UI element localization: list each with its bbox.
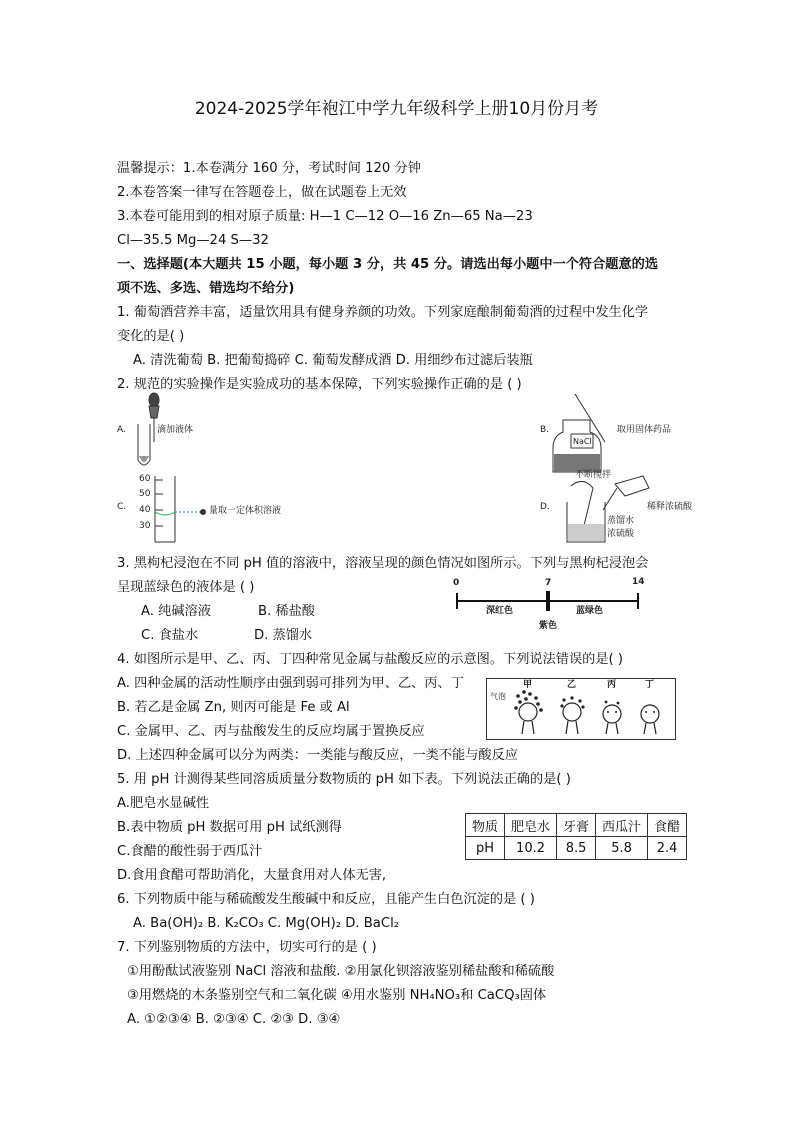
metal-reaction-figure xyxy=(486,678,676,740)
ph-table-cell: 10.2 xyxy=(505,837,557,860)
q2-b-label: 取用固体药品 xyxy=(617,425,672,435)
q4-option-c: C. 金属甲、乙、丙与盐酸发生的反应均属于置换反应 xyxy=(117,724,425,739)
q2-c-label: 量取一定体积溶液 xyxy=(209,506,282,516)
ph-scale-min: 0 xyxy=(453,578,460,588)
ph-scale-mid: 7 xyxy=(545,578,552,588)
q1-stem-cont: 变化的是( ) xyxy=(117,329,185,344)
q3-stem: 3. 黑枸杞浸泡在不同 pH 值的溶液中，溶液呈现的颜色情况如图所示。下列与黑枸杞浸泡会 xyxy=(117,556,649,571)
section-heading: 一、选择题(本大题共 15 小题，每小题 3 分，共 45 分。请选出每小题中一个符合题意的选 xyxy=(117,257,659,272)
q5-stem: 5. 用 pH 计测得某些同溶质质量分数物质的 pH 如下表。下列说法正确的是( ) xyxy=(117,772,571,787)
ph-table-value-row xyxy=(466,837,687,860)
q2-d-label: 稀释浓硫酸 xyxy=(647,502,693,512)
ph-table-cell: 2.4 xyxy=(648,837,687,860)
ph-table-cell: pH xyxy=(466,837,505,860)
q7-items-line2: ③用燃烧的木条鉴别空气和二氧化碳 ④用水鉴别 NH₄NO₃和 CaCQ₃固体 xyxy=(127,988,547,1003)
q3-option-c: C. 食盐水 xyxy=(141,628,199,643)
q2-c-tick-60: 60 xyxy=(139,474,151,484)
q7-items-line1: ①用酚酞试液鉴别 NaCl 溶液和盐酸. ②用氯化钡溶液鉴别稀盐酸和稀硫酸 xyxy=(127,964,555,979)
q5-option-a: A.肥皂水显碱性 xyxy=(117,796,210,811)
dropper-tube-figure xyxy=(138,393,159,465)
q5-option-b: B.表中物质 pH 数据可用 pH 试纸测得 xyxy=(117,820,342,835)
ph-table-cell: 物质 xyxy=(466,814,505,837)
ph-scale-right-color: 蓝绿色 xyxy=(576,606,604,616)
q5-option-d: D.食用食醋可帮助消化，大量食用对人体无害, xyxy=(117,868,387,883)
q2-a-letter: A. xyxy=(117,425,126,435)
q2-a-label: 滴加液体 xyxy=(157,425,194,435)
q3-option-a: A. 纯碱溶液 xyxy=(141,604,211,619)
metal-label-jia: 甲 xyxy=(523,680,533,690)
q2-b-bottle-label: NaCl xyxy=(573,437,592,446)
note-line-4: Cl—35.5 Mg—24 S—32 xyxy=(117,233,269,248)
note-line-2: 2.本卷答案一律写在答题卷上，做在试题卷上无效 xyxy=(117,185,407,200)
q2-d-water-label: 蒸馏水 xyxy=(607,516,635,526)
q3-stem-cont: 呈现蓝绿色的液体是 ( ) xyxy=(117,580,255,595)
q1-options: A. 清洗葡萄 B. 把葡萄捣碎 C. 葡萄发酵成酒 D. 用细纱布过滤后装瓶 xyxy=(133,353,533,368)
ph-table-cell: 8.5 xyxy=(557,837,596,860)
q4-option-d: D. 上述四种金属可以分为两类：一类能与酸反应，一类不能与酸反应 xyxy=(117,748,518,763)
q1-stem: 1. 葡萄酒营养丰富，适量饮用具有健身养颜的功效。下列家庭酿制葡萄酒的过程中发生化学 xyxy=(117,305,649,320)
ph-table-cell: 食醋 xyxy=(648,814,687,837)
q2-c-tick-30: 30 xyxy=(139,521,151,531)
q2-b-letter: B. xyxy=(540,425,550,435)
ph-color-scale xyxy=(448,577,658,635)
q2-c-letter: C. xyxy=(117,502,127,512)
q3-option-d: D. 蒸馏水 xyxy=(254,628,313,643)
ph-table-cell: 牙膏 xyxy=(557,814,596,837)
q2-c-tick-50: 50 xyxy=(139,489,151,499)
ph-scale-left-color: 深红色 xyxy=(486,606,514,616)
ph-table-cell: 西瓜汁 xyxy=(596,814,648,837)
ph-table-header-row xyxy=(466,814,687,837)
metal-label-bing: 丙 xyxy=(607,680,617,690)
q5-option-c: C.食醋的酸性弱于西瓜汁 xyxy=(117,844,263,859)
q4-option-a: A. 四种金属的活动性顺序由强到弱可排列为甲、乙、丙、丁 xyxy=(117,676,464,691)
q2-c-tick-40: 40 xyxy=(139,505,151,515)
reagent-bottle-figure xyxy=(553,394,605,472)
graduated-cylinder-figure xyxy=(155,476,206,542)
ph-table-cell: 5.8 xyxy=(596,837,648,860)
q4-option-b: B. 若乙是金属 Zn, 则丙可能是 Fe 或 Al xyxy=(117,700,350,715)
q6-stem: 6. 下列物质中能与稀硫酸发生酸碱中和反应，且能产生白色沉淀的是 ( ) xyxy=(117,892,535,907)
q2-stem: 2. 规范的实验操作是实验成功的基本保障，下列实验操作正确的是 ( ) xyxy=(117,377,522,392)
q7-stem: 7. 下列鉴别物质的方法中，切实可行的是 ( ) xyxy=(117,940,377,955)
q2-d-acid-label: 浓硫酸 xyxy=(607,529,635,539)
q2-d-letter: D. xyxy=(540,502,550,512)
q6-options: A. Ba(OH)₂ B. K₂CO₃ C. Mg(OH)₂ D. BaCl₂ xyxy=(133,916,400,931)
q2-d-stir-label: 不断搅拌 xyxy=(575,470,612,480)
q3-option-b: B. 稀盐酸 xyxy=(258,604,315,619)
note-line-1: 温馨提示：1.本卷满分 160 分，考试时间 120 分钟 xyxy=(117,161,421,176)
q7-options: A. ①②③④ B. ②③④ C. ②③ D. ③④ xyxy=(127,1012,341,1027)
metal-label-ding: 丁 xyxy=(645,680,655,690)
ph-scale-mid-color: 紫色 xyxy=(539,621,558,631)
ph-table xyxy=(465,813,687,860)
section-heading-cont: 项不选、多选、错选均不给分) xyxy=(117,281,295,296)
q4-stem: 4. 如图所示是甲、乙、丙、丁四种常见金属与盐酸反应的示意图。下列说法错误的是( ) xyxy=(117,652,624,667)
note-line-3: 3.本卷可能用到的相对原子质量: H—1 C—12 O—16 Zn—65 Na—23 xyxy=(117,209,533,224)
gas-bubble-label: 气泡 xyxy=(490,692,506,701)
metal-label-yi: 乙 xyxy=(567,680,577,690)
ph-scale-max: 14 xyxy=(632,577,645,587)
ph-table-cell: 肥皂水 xyxy=(505,814,557,837)
q2-figure xyxy=(115,392,695,552)
page-title: 2024-2025学年袍江中学九年级科学上册10月份月考 xyxy=(194,99,599,119)
